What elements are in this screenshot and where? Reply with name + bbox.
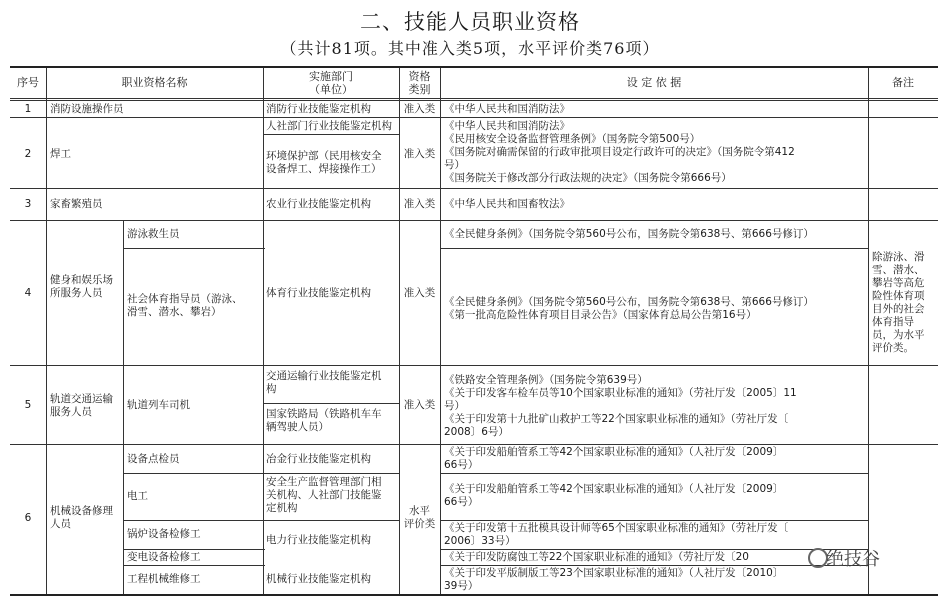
row4-no: 4 xyxy=(24,287,32,299)
row6-dept-1: 冶金行业技能鉴定机构 xyxy=(266,453,371,465)
row4-category: 准入类 xyxy=(403,287,436,299)
row6-basis-2: 《关于印发船舶管系工等42个国家职业标准的通知》（人社厅发〔2009〕 66号） xyxy=(444,483,784,508)
row6-dept-2: 安全生产监督管理部门相 关机构、人社部门技能鉴 定机构 xyxy=(266,476,382,514)
row2-no: 2 xyxy=(24,148,32,160)
row6-category: 水平 评价类 xyxy=(403,505,436,530)
page-subtitle: （共计81项。其中准入类5项，水平评价类76项） xyxy=(280,39,660,58)
row6-dept-5: 机械行业技能鉴定机构 xyxy=(266,573,371,585)
row5-basis: 《铁路安全管理条例》（国务院令第639号） 《关于印发客车检车员等10个国家职业标准的通知》（劳社厅发〔2005〕11 号） 《关于印发第十九批矿山救护工等22个国家职业标准的通知》（劳社厅发〔 2008〕6号） xyxy=(444,374,797,438)
row2-basis-b: 《民用核安全设备监督管理条例》（国务院令第500号） 《国务院对确需保留的行政审批项目设定行政许可的决定》（国务院令第412 号） 《国务院关于修改部分行政法规的决定》（国务院令第666号） xyxy=(444,133,795,184)
row4-basis-b: 《全民健身条例》（国务院令第560号公布，国务院令第638号、第666号修订） 《第一批高危险性体育项目目录公告》（国家体育总局公告第16号） xyxy=(444,296,814,321)
row1-basis: 《中华人民共和国消防法》 xyxy=(444,103,570,115)
row6-basis-5: 《关于印发平版制版工等23个国家职业标准的通知》（人社厅发〔2010〕 39号） xyxy=(444,567,784,592)
row4-name: 健身和娱乐场 所服务人员 xyxy=(50,274,113,299)
row4-basis-a: 《全民健身条例》（国务院令第560号公布，国务院令第638号、第666号修订） xyxy=(444,228,814,240)
row5-name: 轨道交通运输 服务人员 xyxy=(50,393,113,418)
header-name: 职业资格名称 xyxy=(121,76,188,89)
header-dept: 实施部门 （单位） xyxy=(309,70,353,96)
row6-basis-3: 《关于印发第十五批模具设计师等65个国家职业标准的通知》（劳社厅发〔 2006〕33号） xyxy=(444,522,789,547)
row6-basis-1: 《关于印发船舶管系工等42个国家职业标准的通知》（人社厅发〔2009〕 66号） xyxy=(444,446,784,471)
row2-category: 准入类 xyxy=(403,148,436,160)
row3-category: 准入类 xyxy=(403,198,436,210)
row6-name: 机械设备修理 人员 xyxy=(50,505,113,530)
header-basis: 设 定 依 据 xyxy=(626,76,682,89)
row6-sub-3: 锅炉设备检修工 xyxy=(127,528,201,540)
row2-basis-a: 《中华人民共和国消防法》 xyxy=(444,120,570,132)
row1-no: 1 xyxy=(24,103,32,115)
row1-name: 消防设施操作员 xyxy=(50,103,124,115)
watermark: 绝技谷 xyxy=(826,549,880,570)
row1-category: 准入类 xyxy=(403,103,436,115)
row2-name: 焊工 xyxy=(50,148,71,160)
wechat-logo-icon xyxy=(808,548,828,568)
row5-no: 5 xyxy=(24,399,32,411)
row4-sub-b: 社会体育指导员（游泳、 滑雪、潜水、攀岩） xyxy=(127,293,243,318)
row6-dept-3: 电力行业技能鉴定机构 xyxy=(266,534,371,546)
header-remark: 备注 xyxy=(892,76,914,89)
row3-name: 家畜繁殖员 xyxy=(50,198,103,210)
row5-category: 准入类 xyxy=(403,399,436,411)
row6-sub-1: 设备点检员 xyxy=(127,453,180,465)
row6-sub-4: 变电设备检修工 xyxy=(127,551,201,563)
row1-dept: 消防行业技能鉴定机构 xyxy=(266,103,371,115)
row4-dept: 体育行业技能鉴定机构 xyxy=(266,287,371,299)
row6-no: 6 xyxy=(24,512,32,524)
row6-sub-2: 电工 xyxy=(127,490,148,502)
header-no: 序号 xyxy=(17,76,39,89)
page-title: 二、技能人员职业资格 xyxy=(360,10,580,34)
row6-basis-4: 《关于印发防腐蚀工等22个国家职业标准的通知》（劳社厅发〔20 xyxy=(444,551,749,563)
row3-dept: 农业行业技能鉴定机构 xyxy=(266,198,371,210)
row2-dept-a: 人社部门行业技能鉴定机构 xyxy=(266,120,392,132)
row6-sub-5: 工程机械维修工 xyxy=(127,573,201,585)
row4-remark: 除游泳、滑 雪、潜水、 攀岩等高危 险性体育项 目外的社会 体育指导 员，为水平 评价类。 xyxy=(872,251,925,354)
row4-sub-a: 游泳救生员 xyxy=(127,228,180,240)
row3-basis: 《中华人民共和国畜牧法》 xyxy=(444,198,570,210)
row5-dept-b: 国家铁路局（铁路机车车 辆驾驶人员） xyxy=(266,408,382,433)
row2-dept-b: 环境保护部（民用核安全 设备焊工、焊接操作工） xyxy=(266,150,382,175)
header-category: 资格 类别 xyxy=(408,70,431,96)
row5-sub: 轨道列车司机 xyxy=(127,399,190,411)
qualification-table xyxy=(10,66,938,596)
row5-dept-a: 交通运输行业技能鉴定机 构 xyxy=(266,370,382,395)
row3-no: 3 xyxy=(24,198,32,210)
